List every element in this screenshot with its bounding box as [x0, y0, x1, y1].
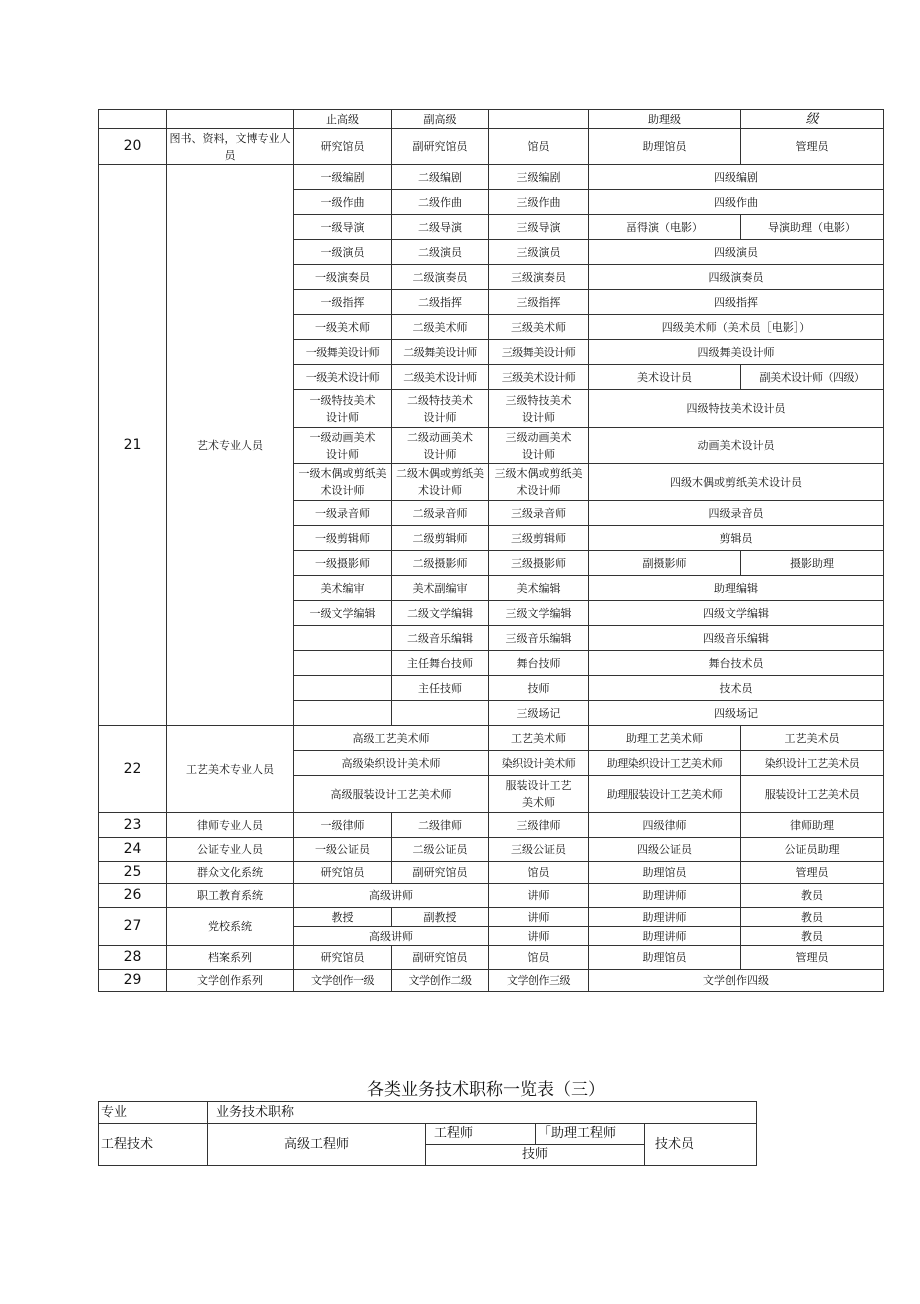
table-cell: 文学创作二级	[392, 970, 489, 992]
header-cell	[99, 110, 167, 129]
category-name: 工艺美术专业人员	[167, 726, 294, 813]
table-cell: 二级录音师	[392, 501, 489, 526]
table-cell: 三级动画美术设计师	[489, 428, 589, 464]
table-cell: 助理工艺美术师	[589, 726, 741, 751]
table-cell: 一级美术设计师	[294, 365, 392, 390]
table-cell: 馆员	[489, 946, 589, 970]
table-cell: 高级讲师	[294, 927, 489, 946]
table-cell: 一级摄影师	[294, 551, 392, 576]
header-cell	[167, 110, 294, 129]
category-name: 职工教育系统	[167, 884, 294, 908]
table-cell: 教员	[741, 884, 884, 908]
table-cell: 文学创作四级	[589, 970, 884, 992]
titles-table	[98, 109, 884, 992]
table-cell: 公证员助理	[741, 838, 884, 862]
table-cell: 三级舞美设计师	[489, 340, 589, 365]
table-cell: 四级舞美设计师	[589, 340, 884, 365]
table-cell: 工程师	[426, 1124, 536, 1145]
table-cell: 四级指挥	[589, 290, 884, 315]
table-cell: 高级工程师	[208, 1124, 426, 1166]
table-cell: 管理员	[741, 129, 884, 165]
table-cell: 教员	[741, 927, 884, 946]
category-name: 图书、资料，文博专业人员	[167, 129, 294, 165]
table-cell: 四级演奏员	[589, 265, 884, 290]
major-name: 工程技术	[99, 1124, 208, 1166]
header-cell: 止高级	[294, 110, 392, 129]
table-cell: 一级美术师	[294, 315, 392, 340]
table-cell: 一级公证员	[294, 838, 392, 862]
table-cell: 服装设计工艺美术师	[489, 776, 589, 813]
table-row	[99, 726, 884, 751]
table-cell: 主任技师	[392, 676, 489, 701]
table-cell: 二级木偶或剪纸美术设计师	[392, 464, 489, 501]
table-cell: 助理馆员	[589, 129, 741, 165]
row-number: 25	[99, 862, 167, 884]
row-number: 24	[99, 838, 167, 862]
table-cell: 二级音乐编辑	[392, 626, 489, 651]
table-cell: 「助理工程师	[536, 1124, 645, 1145]
header-cell: 副高级	[392, 110, 489, 129]
table-cell: 工艺美术师	[489, 726, 589, 751]
table-row	[99, 1124, 757, 1145]
table-cell: 一级文学编辑	[294, 601, 392, 626]
table-cell: 服装设计工艺美术员	[741, 776, 884, 813]
table-cell: 二级演员	[392, 240, 489, 265]
row-number: 26	[99, 884, 167, 908]
table-cell: 二级编剧	[392, 165, 489, 190]
table-row	[99, 946, 884, 970]
table-row	[99, 970, 884, 992]
table-cell: 副研究馆员	[392, 129, 489, 165]
table-cell: 三级音乐编辑	[489, 626, 589, 651]
table-cell: 助理馆员	[589, 862, 741, 884]
table-cell: 管理员	[741, 946, 884, 970]
table-cell: 馆员	[489, 129, 589, 165]
category-name: 档案系列	[167, 946, 294, 970]
table-cell: 四级演员	[589, 240, 884, 265]
table-cell: 四级录音员	[589, 501, 884, 526]
table-cell: 美术编辑	[489, 576, 589, 601]
table-cell: 二级演奏员	[392, 265, 489, 290]
table-cell: 助理讲师	[589, 927, 741, 946]
table-cell: 副摄影师	[589, 551, 741, 576]
row-number: 27	[99, 908, 167, 946]
table-cell: 摄影助理	[741, 551, 884, 576]
table-cell: 工艺美术员	[741, 726, 884, 751]
table-cell: 一级编剧	[294, 165, 392, 190]
table-cell: 二级摄影师	[392, 551, 489, 576]
table-cell: 三级剪辑师	[489, 526, 589, 551]
table-cell: 一级律师	[294, 813, 392, 838]
row-number: 20	[99, 129, 167, 165]
table-cell: 技术员	[589, 676, 884, 701]
table-cell: 美术设计员	[589, 365, 741, 390]
table-cell: 讲师	[489, 908, 589, 927]
header-titles: 业务技术职称	[208, 1102, 757, 1124]
table-cell: 二级美术师	[392, 315, 489, 340]
table-cell: 副教授	[392, 908, 489, 927]
table-row	[99, 813, 884, 838]
table-cell: 三级律师	[489, 813, 589, 838]
table-cell: 三级公证员	[489, 838, 589, 862]
titles-table-3	[98, 1101, 757, 1166]
table-cell: 副美术设计师（四级）	[741, 365, 884, 390]
table-cell: 染织设计工艺美术员	[741, 751, 884, 776]
table-row	[99, 1102, 757, 1124]
table-cell: 三级木偶或剪纸美术设计师	[489, 464, 589, 501]
table-cell: 研究馆员	[294, 946, 392, 970]
row-number: 28	[99, 946, 167, 970]
category-name: 党校系统	[167, 908, 294, 946]
table-cell: 高级讲师	[294, 884, 489, 908]
table-cell: 一级剪辑师	[294, 526, 392, 551]
table-cell: 三级指挥	[489, 290, 589, 315]
table-cell: 二级动画美术设计师	[392, 428, 489, 464]
table-cell: 助理讲师	[589, 908, 741, 927]
table-cell: 四级编剧	[589, 165, 884, 190]
table-cell: 二级指挥	[392, 290, 489, 315]
table-cell: 一级舞美设计师	[294, 340, 392, 365]
table-cell: 一级演奏员	[294, 265, 392, 290]
header-cell: 助理级	[589, 110, 741, 129]
table-row	[99, 838, 884, 862]
table-cell	[294, 626, 392, 651]
table-cell: 助理馆员	[589, 946, 741, 970]
table-cell: 二级作曲	[392, 190, 489, 215]
table-cell: 二级导演	[392, 215, 489, 240]
table-cell: 一级指挥	[294, 290, 392, 315]
table-cell: 舞台技术员	[589, 651, 884, 676]
table-cell: 一级导演	[294, 215, 392, 240]
table-cell: 律师助理	[741, 813, 884, 838]
table-cell: 研究馆员	[294, 862, 392, 884]
header-cell: 级	[741, 110, 884, 129]
table-cell: 一级动画美术设计师	[294, 428, 392, 464]
category-name: 公证专业人员	[167, 838, 294, 862]
table-cell: 一级录音师	[294, 501, 392, 526]
table-cell: 导演助理（电影）	[741, 215, 884, 240]
category-name: 文学创作系列	[167, 970, 294, 992]
row-number: 21	[99, 165, 167, 726]
table-cell: 副研究馆员	[392, 946, 489, 970]
table-cell: 主任舞台技师	[392, 651, 489, 676]
table-cell: 四级作曲	[589, 190, 884, 215]
header-major: 专业	[99, 1102, 208, 1124]
row-number: 29	[99, 970, 167, 992]
table-cell: 三级编剧	[489, 165, 589, 190]
table-cell: 三级录音师	[489, 501, 589, 526]
table-cell: 四级音乐编辑	[589, 626, 884, 651]
table-cell: 舞台技师	[489, 651, 589, 676]
table-cell: 二级律师	[392, 813, 489, 838]
table-cell: 二级文学编辑	[392, 601, 489, 626]
table-cell: 二级舞美设计师	[392, 340, 489, 365]
table-row	[99, 884, 884, 908]
row-number: 23	[99, 813, 167, 838]
table-cell: 讲师	[489, 927, 589, 946]
table-cell: 四级公证员	[589, 838, 741, 862]
table-cell: 四级特技美术设计员	[589, 390, 884, 428]
table-cell: 三级特技美术设计师	[489, 390, 589, 428]
table-cell: 文学创作三级	[489, 970, 589, 992]
category-name: 群众文化系统	[167, 862, 294, 884]
table-cell: 二级美术设计师	[392, 365, 489, 390]
table-cell: 动画美术设计员	[589, 428, 884, 464]
category-name: 艺术专业人员	[167, 165, 294, 726]
table-cell: 畐得演（电影）	[589, 215, 741, 240]
table-cell: 教员	[741, 908, 884, 927]
table-cell: 染织设计美术师	[489, 751, 589, 776]
table-cell	[294, 701, 392, 726]
table-cell: 四级美术师（美术员［电影］）	[589, 315, 884, 340]
table-row	[99, 908, 884, 927]
table-cell: 四级文学编辑	[589, 601, 884, 626]
table-cell: 二级剪辑师	[392, 526, 489, 551]
table-cell: 高级染织设计美术师	[294, 751, 489, 776]
table-cell: 三级导演	[489, 215, 589, 240]
table-cell: 副研究馆员	[392, 862, 489, 884]
table-cell: 三级场记	[489, 701, 589, 726]
table-cell: 四级律师	[589, 813, 741, 838]
table-cell: 三级美术师	[489, 315, 589, 340]
table-cell: 三级文学编辑	[489, 601, 589, 626]
header-cell	[489, 110, 589, 129]
section-title: 各类业务技术职称一览表（三）	[367, 1080, 605, 1100]
table-cell	[294, 651, 392, 676]
table-cell: 美术编审	[294, 576, 392, 601]
table-cell: 三级美术设计师	[489, 365, 589, 390]
table-cell: 助理染织设计工艺美术师	[589, 751, 741, 776]
table-cell: 文学创作一级	[294, 970, 392, 992]
table-cell: 二级公证员	[392, 838, 489, 862]
table-cell: 一级木偶或剪纸美术设计师	[294, 464, 392, 501]
table-row	[99, 862, 884, 884]
table-cell: 教授	[294, 908, 392, 927]
table-cell: 三级摄影师	[489, 551, 589, 576]
table-cell: 助理编辑	[589, 576, 884, 601]
table-cell: 三级作曲	[489, 190, 589, 215]
table-cell: 技师	[489, 676, 589, 701]
table-cell: 四级场记	[589, 701, 884, 726]
category-name: 律师专业人员	[167, 813, 294, 838]
table-cell: 剪辑员	[589, 526, 884, 551]
table-cell	[294, 676, 392, 701]
table-cell: 一级演员	[294, 240, 392, 265]
table-cell: 三级演奏员	[489, 265, 589, 290]
row-number: 22	[99, 726, 167, 813]
table-cell: 讲师	[489, 884, 589, 908]
table-cell: 一级特技美术设计师	[294, 390, 392, 428]
table-cell: 助理服装设计工艺美术师	[589, 776, 741, 813]
header-row	[99, 110, 884, 129]
table-cell: 技师	[426, 1145, 645, 1166]
table-cell: 高级服装设计工艺美术师	[294, 776, 489, 813]
table-cell: 高级工艺美术师	[294, 726, 489, 751]
table-cell: 管理员	[741, 862, 884, 884]
table-cell: 研究馆员	[294, 129, 392, 165]
table-cell: 四级木偶或剪纸美术设计员	[589, 464, 884, 501]
table-cell: 美术副编审	[392, 576, 489, 601]
table-cell: 技术员	[645, 1124, 757, 1166]
table-cell: 三级演员	[489, 240, 589, 265]
table-cell: 二级特技美术设计师	[392, 390, 489, 428]
table-cell	[392, 701, 489, 726]
table-row	[99, 129, 884, 165]
table-cell: 馆员	[489, 862, 589, 884]
table-cell: 助理讲师	[589, 884, 741, 908]
table-row	[99, 165, 884, 190]
table-cell: 一级作曲	[294, 190, 392, 215]
